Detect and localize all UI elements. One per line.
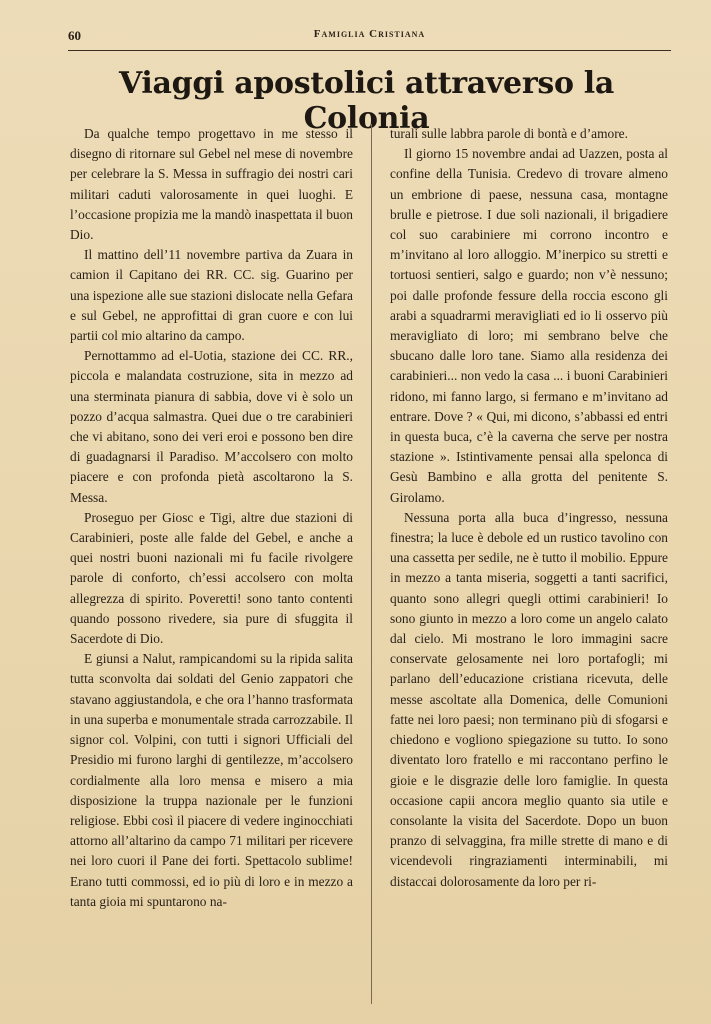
left-column xyxy=(70,124,353,1006)
paragraph: Pernottammo ad el-Uotia, stazione dei CC. RR., piccola e malandata costruzione, sita in mezzo ad una sterminata pianura di sabbia, dove vi è solo un pozzo d’acqua salmastra. Quei due o tre carabinieri che vi abitano, sono dei veri eroi e possono ben dire di guadagnarsi il Paradiso. M’accolsero con molto piacere e con profonda pietà ascoltarono la S. Messa. xyxy=(70,348,353,505)
header-rule xyxy=(68,50,671,51)
paragraph: turali sulle labbra parole di bontà e d’amore. xyxy=(390,126,628,141)
article-title: Viaggi apostolici attraverso la Colonia xyxy=(118,66,615,136)
magazine-name: Famiglia Cristiana xyxy=(313,28,426,40)
paragraph: Nessuna porta alla buca d’ingresso, nessuna finestra; la luce è debole ed un rustico tavolino con una cassetta per sedile, ne è tutto il mobilio. Eppure in mezzo a tanta miseria, soggetti a tanti sacrifici, quanto sono allegri quegli ottimi carabinieri! Io sono giunto in mezzo a loro come un angelo calato dal cielo. Mi mostrano le loro immagini sacre conservate gelosamente nei loro portafogli; mi parlano dell’educazione cristiana ricevuta, delle messe ascoltate alla Domenica, delle Comunioni fatte nei loro paesi; non terminano più di sfogarsi e chiedono e vogliono spiegazione su tutto. Io sono diventato loro fratello e mi raccontano perfino le gioie e le disgrazie delle loro famiglie. In questa occasione capii ancora meglio quanto sia utile e consolante la visita del Sacerdote. Dopo un buon pranzo di selvaggina, fra mille strette di mano e di vicendevoli ringraziamenti interminabili, mi distaccai dolorosamente da loro per ri- xyxy=(390,509,668,889)
page-header xyxy=(68,28,671,48)
column-divider xyxy=(371,124,372,1004)
paragraph: Proseguo per Giosc e Tigi, altre due stazioni di Carabinieri, poste alle falde del Gebel, e anche a quei nostri buoni nazionali mi fu facile rivolgere parole di conforto, ch’essi accolsero con molta allegrezza di spirito. Poveretti! sono tanto contenti quando possono rivedere, sia pure di sfuggita il Sacerdote di Dio. xyxy=(70,509,353,647)
paragraph: E giunsi a Nalut, rampicandomi su la ripida salita tutta sconvolta dai soldati del Genio zappatori che stavano aggiustandola, e che ora l’hanno trasformata in una superba e monumentale strada carrozzabile. Il signor col. Volpini, con tutti i signori Ufficiali del Presidio mi furono larghi di gentilezze, m’accolsero cordialmente alla loro mensa e misero a mia disposizione la truppa nazionale per le funzioni religiose. Ebbi così il piacere di vedere inginocchiati attorno all’altarino da campo 71 militari per ricevere nei loro cuori il Pane dei forti. Spettacolo sublime! Erano tutti commossi, ed io più di loro e in mezzo a tanta gioia mi spuntarono na- xyxy=(70,651,353,909)
right-column xyxy=(390,124,668,1006)
paragraph: Il giorno 15 novembre andai ad Uazzen, posta al confine della Tunisia. Credevo di trovare almeno un embrione di paese, nessuna casa, montagne brulle e pietrose. I due soli nazionali, il brigadiere col suo carabiniere mi corrono incontro e m’invitano al loro alloggio. M’inerpico su stretti e tortuosi sentieri, salgo e guardo; non v’è nessuno; poi dalle profonde fessure della roccia escono gli arabi a squadrarmi meravigliati ed io li osservo più meravigliato di loro; mi sembrano belve che sbucano dalle loro tane. Siamo alla residenza dei carabinieri... non vedo la casa ... i buoni Carabinieri ridono, mi fanno largo, si fermano e m’invitano ad entrare. Dove ? « Qui, mi dicono, s’abbassi ed entri in questa buca, c’è la caverna che serve per nostra stazione ». Istintivamente pensai alla spelonca di Gesù Bambino e alla grotta del penitente S. Girolamo. xyxy=(390,146,668,505)
page-number: 60 xyxy=(68,28,81,43)
paragraph: Il mattino dell’11 novembre partiva da Zuara in camion il Capitano dei RR. CC. sig. Guarino per una ispezione alle sue stazioni dislocate nella Gefara e sul Gebel, ne approfittai di gran cuore e con lui partii col mio altarino da campo. xyxy=(70,247,353,344)
paragraph: Da qualche tempo progettavo in me stesso il disegno di ritornare sul Gebel nel mese di novembre per celebrare la S. Messa in suffragio dei nostri cari militari caduti valorosamente in quei luoghi. E l’occasione propizia me la mandò inaspettata il buon Dio. xyxy=(70,126,353,243)
